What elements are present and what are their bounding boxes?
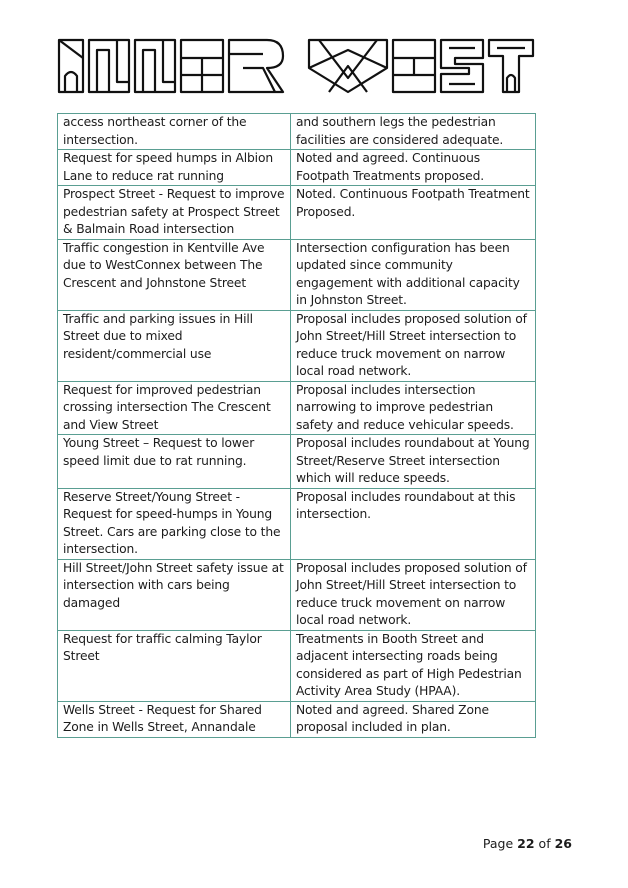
page-label: Page [482, 836, 514, 851]
page-number [483, 836, 572, 851]
page-current: 22 [517, 836, 535, 851]
issue-cell: Request for traffic calming Taylor Street [58, 630, 291, 701]
issue-cell: Traffic and parking issues in Hill Street due to mixed resident/commercial use [58, 310, 291, 381]
issue-cell: Young Street – Request to lower speed limit due to rat running. [58, 435, 291, 489]
response-cell: Noted and agreed. Continuous Footpath Treatments proposed. [290, 150, 535, 186]
table-row [58, 239, 536, 310]
inner-west-logo [57, 38, 535, 94]
table-row [58, 630, 536, 701]
consultation-responses-table [57, 113, 536, 738]
issue-cell: Wells Street - Request for Shared Zone in Wells Street, Annandale [58, 701, 291, 737]
table-row [58, 559, 536, 630]
response-cell: Proposal includes proposed solution of John Street/Hill Street intersection to reduce truck movement on narrow local road network. [290, 559, 535, 630]
response-cell: Noted. Continuous Footpath Treatment Proposed. [290, 186, 535, 240]
response-cell: Noted and agreed. Shared Zone proposal included in plan. [290, 701, 535, 737]
table-row [58, 310, 536, 381]
page-of: of [538, 836, 551, 851]
response-cell: Proposal includes intersection narrowing to improve pedestrian safety and reduce vehicular speeds. [290, 381, 535, 435]
response-cell: Proposal includes roundabout at this intersection. [290, 488, 535, 559]
issue-cell: Request for speed humps in Albion Lane to reduce rat running [58, 150, 291, 186]
response-cell: Proposal includes roundabout at Young Street/Reserve Street intersection which will reduce speeds. [290, 435, 535, 489]
table-row [58, 701, 536, 737]
response-cell: Intersection configuration has been updated since community engagement with additional capacity in Johnston Street. [290, 239, 535, 310]
issue-cell: access northeast corner of the intersection. [58, 114, 291, 150]
table-row [58, 381, 536, 435]
page-total: 26 [554, 836, 572, 851]
table-row [58, 186, 536, 240]
table-row [58, 435, 536, 489]
response-cell: and southern legs the pedestrian facilities are considered adequate. [290, 114, 535, 150]
table-body [58, 114, 536, 738]
issue-cell: Request for improved pedestrian crossing intersection The Crescent and View Street [58, 381, 291, 435]
response-cell: Proposal includes proposed solution of John Street/Hill Street intersection to reduce truck movement on narrow local road network. [290, 310, 535, 381]
table-row [58, 114, 536, 150]
inner-west-logo-icon [57, 38, 535, 94]
response-cell: Treatments in Booth Street and adjacent intersecting roads being considered as part of High Pedestrian Activity Area Study (HPAA). [290, 630, 535, 701]
issue-cell: Traffic congestion in Kentville Ave due to WestConnex between The Crescent and Johnstone Street [58, 239, 291, 310]
issue-cell: Reserve Street/Young Street - Request for speed-humps in Young Street. Cars are parking close to the intersection. [58, 488, 291, 559]
issue-cell: Hill Street/John Street safety issue at intersection with cars being damaged [58, 559, 291, 630]
table-row [58, 150, 536, 186]
table-row [58, 488, 536, 559]
issue-cell: Prospect Street - Request to improve pedestrian safety at Prospect Street & Balmain Road intersection [58, 186, 291, 240]
